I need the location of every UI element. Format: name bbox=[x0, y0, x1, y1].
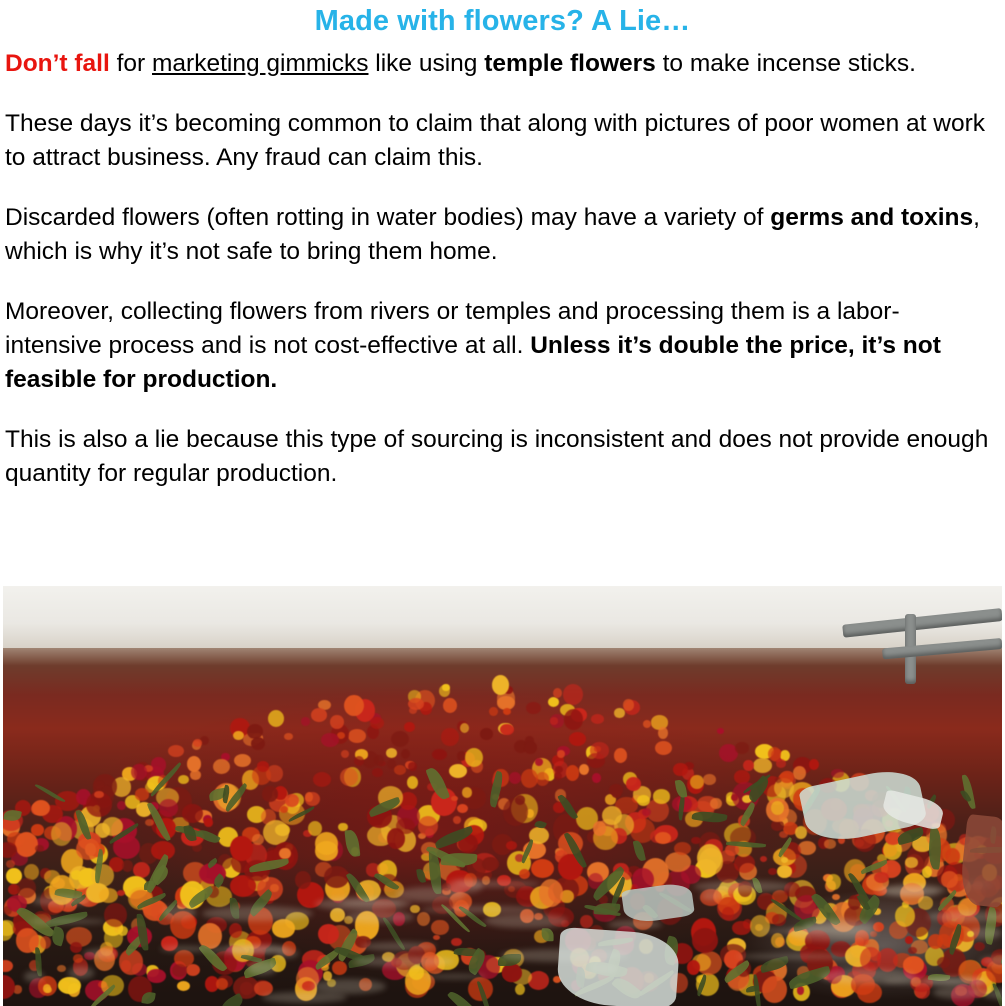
flower-blob bbox=[780, 771, 794, 782]
flower-blob bbox=[332, 961, 346, 975]
flower-blob bbox=[614, 708, 624, 717]
flower-blob bbox=[579, 764, 589, 775]
flower-blob bbox=[771, 933, 784, 948]
flower-blob bbox=[344, 695, 364, 717]
flower-blob bbox=[177, 981, 190, 991]
flower-blob bbox=[580, 915, 592, 928]
sky-region bbox=[3, 586, 1002, 648]
flower-blob bbox=[690, 775, 704, 789]
flower-blob bbox=[735, 742, 749, 753]
flower-blob bbox=[503, 708, 511, 715]
flower-blob bbox=[743, 760, 754, 771]
flower-blob bbox=[268, 710, 284, 727]
flower-blob bbox=[462, 787, 472, 797]
flower-blob bbox=[793, 766, 806, 780]
flower-blob bbox=[895, 905, 915, 927]
flower-blob bbox=[295, 871, 311, 890]
flower-blob bbox=[590, 742, 609, 758]
para1-run-1: Don’t fall bbox=[5, 50, 110, 77]
flower-blob bbox=[51, 822, 72, 846]
flower-blob bbox=[553, 688, 562, 698]
flower-blob bbox=[193, 739, 202, 746]
flower-blob bbox=[257, 761, 269, 771]
flower-blob bbox=[313, 772, 331, 787]
flower-blob bbox=[915, 983, 931, 999]
para3-run-1: Discarded flowers (often rotting in water bodies) may have a variety of bbox=[5, 204, 771, 231]
flower-blob bbox=[824, 839, 837, 849]
leaf-blob bbox=[344, 829, 360, 857]
flower-blob bbox=[831, 769, 843, 778]
flower-blob bbox=[410, 905, 419, 913]
flower-blob bbox=[145, 819, 154, 826]
para4-run-2: Unless it’s double the price, it’s not feasible for production. bbox=[5, 332, 941, 393]
para5-run-1: This is also a lie because this type of sourcing is inconsistent and does not provide enough quantity for regular production. bbox=[5, 426, 989, 487]
flower-blob bbox=[213, 759, 230, 775]
flower-blob bbox=[509, 772, 522, 784]
flower-blob bbox=[500, 724, 513, 735]
flower-blob bbox=[480, 728, 493, 740]
para3-run-2: germs and toxins bbox=[770, 204, 974, 231]
flower-blob bbox=[860, 947, 881, 970]
flower-blob bbox=[348, 729, 366, 743]
flower-blob bbox=[548, 697, 559, 707]
flower-blob bbox=[609, 784, 623, 796]
flower-blob bbox=[536, 772, 549, 786]
flower-blob bbox=[797, 986, 804, 994]
water-sheen bbox=[344, 911, 414, 924]
flower-blob bbox=[234, 754, 251, 767]
flower-blob bbox=[280, 806, 288, 813]
para1-run-2: for bbox=[109, 50, 153, 77]
flower-blob bbox=[151, 757, 167, 772]
flower-blob bbox=[592, 773, 601, 783]
flower-blob bbox=[431, 920, 448, 936]
para3-run-3: , which is why it’s not safe to bring them home. bbox=[5, 204, 980, 265]
flower-blob bbox=[401, 749, 410, 759]
water-sheen bbox=[933, 986, 982, 999]
flower-blob bbox=[147, 969, 166, 983]
flower-blob bbox=[119, 949, 143, 974]
flower-blob bbox=[284, 733, 293, 740]
flower-blob bbox=[703, 774, 716, 785]
water-sheen bbox=[789, 925, 877, 941]
flower-blob bbox=[798, 841, 815, 855]
flower-blob bbox=[131, 764, 146, 780]
flower-blob bbox=[451, 796, 458, 802]
flower-blob bbox=[524, 741, 537, 754]
page-title: Made with flowers? A Lie… bbox=[314, 5, 691, 37]
flower-blob bbox=[776, 759, 786, 768]
flower-blob bbox=[692, 928, 718, 954]
flower-blob bbox=[394, 765, 406, 776]
flower-blob bbox=[566, 765, 580, 780]
paragraph-5 bbox=[5, 423, 995, 491]
flower-blob bbox=[593, 821, 606, 836]
flower-blob bbox=[301, 717, 310, 725]
flower-blob bbox=[178, 775, 189, 784]
flower-blob bbox=[404, 722, 415, 732]
flower-blob bbox=[492, 675, 510, 695]
flower-blob bbox=[465, 748, 483, 767]
flower-blob bbox=[252, 834, 264, 845]
water-sheen bbox=[248, 961, 276, 974]
flower-blob bbox=[262, 786, 278, 802]
flower-blob bbox=[417, 912, 430, 926]
flower-blob bbox=[832, 894, 839, 900]
flower-blob bbox=[311, 708, 327, 722]
water-sheen bbox=[967, 927, 1002, 939]
flower-blob bbox=[216, 978, 228, 990]
flower-blob bbox=[330, 715, 344, 729]
flower-blob bbox=[515, 984, 525, 995]
photo-canvas bbox=[3, 586, 1002, 1006]
flower-blob bbox=[826, 874, 841, 890]
flower-blob bbox=[15, 832, 38, 858]
flower-blob bbox=[591, 714, 604, 724]
paragraph-1 bbox=[5, 47, 995, 81]
flower-blob bbox=[451, 938, 461, 946]
flower-blob bbox=[614, 748, 627, 762]
document-page bbox=[0, 3, 1005, 1006]
flower-blob bbox=[623, 699, 634, 711]
flower-blob bbox=[795, 826, 807, 840]
water-sheen bbox=[262, 992, 347, 1003]
flower-blob bbox=[117, 890, 125, 896]
flower-blob bbox=[94, 791, 104, 799]
flower-blob bbox=[6, 860, 15, 869]
flower-blob bbox=[315, 832, 338, 855]
flower-blob bbox=[341, 750, 349, 758]
para1-run-4: like using bbox=[368, 50, 485, 77]
discarded-temple-flowers-photo bbox=[3, 586, 1002, 1006]
para1-run-3: marketing gimmicks bbox=[152, 50, 369, 77]
paragraph-4 bbox=[5, 295, 995, 397]
flower-blob bbox=[370, 717, 385, 729]
flower-blob bbox=[750, 915, 770, 937]
flower-blob bbox=[457, 804, 468, 813]
flower-blob bbox=[482, 857, 498, 871]
flower-blob bbox=[439, 685, 450, 697]
para4-run-1: Moreover, collecting flowers from rivers or temples and processing them is a labor-intensive process and is not cost-effective at all. bbox=[5, 298, 900, 359]
water-sheen bbox=[875, 887, 939, 896]
flower-blob bbox=[453, 816, 461, 823]
flower-blob bbox=[753, 758, 773, 773]
water-sheen bbox=[701, 892, 721, 899]
flower-blob bbox=[460, 723, 469, 733]
flower-blob bbox=[432, 749, 447, 760]
flower-blob bbox=[772, 914, 786, 927]
flower-blob bbox=[655, 741, 672, 755]
flower-blob bbox=[564, 709, 584, 730]
flower-blob bbox=[40, 936, 51, 948]
flower-blob bbox=[535, 758, 543, 766]
flower-blob bbox=[557, 750, 565, 759]
flower-blob bbox=[563, 684, 583, 705]
flower-blob bbox=[377, 863, 388, 874]
flower-blob bbox=[35, 845, 43, 852]
flower-blob bbox=[710, 798, 721, 809]
flower-blob bbox=[418, 816, 438, 836]
flower-blob bbox=[521, 769, 539, 788]
flower-blob bbox=[73, 954, 83, 963]
flower-blob bbox=[230, 836, 252, 862]
flower-blob bbox=[391, 731, 410, 748]
flower-blob bbox=[186, 964, 200, 976]
flower-blob bbox=[941, 871, 958, 888]
flower-blob bbox=[489, 707, 497, 716]
flower-blob bbox=[409, 965, 424, 980]
flower-blob bbox=[318, 924, 339, 945]
para1-run-6: to make incense sticks. bbox=[655, 50, 916, 77]
flower-blob bbox=[340, 768, 358, 786]
flower-blob bbox=[908, 947, 916, 954]
flower-blob bbox=[768, 868, 777, 875]
flower-blob bbox=[626, 777, 641, 790]
flower-blob bbox=[655, 832, 671, 844]
flower-blob bbox=[321, 733, 339, 747]
water-sheen bbox=[354, 956, 455, 967]
flower-blob bbox=[58, 977, 80, 994]
water-sheen bbox=[202, 906, 313, 921]
flower-blob bbox=[809, 759, 819, 770]
water-sheen bbox=[425, 974, 486, 979]
water-sheen bbox=[68, 967, 94, 978]
flower-blob bbox=[251, 737, 265, 750]
document-body bbox=[0, 47, 1005, 491]
flower-blob bbox=[104, 903, 127, 927]
flower-blob bbox=[408, 762, 416, 771]
flower-blob bbox=[387, 828, 405, 849]
water-sheen bbox=[227, 945, 286, 953]
flower-blob bbox=[135, 788, 150, 800]
flower-blob bbox=[272, 919, 295, 937]
flower-blob bbox=[781, 857, 788, 863]
leaf-blob bbox=[542, 928, 554, 941]
water-sheen bbox=[24, 971, 44, 982]
water-sheen bbox=[160, 946, 208, 952]
flower-blob bbox=[673, 763, 688, 777]
flower-blob bbox=[407, 776, 418, 789]
flower-blob bbox=[441, 728, 459, 745]
flower-blob bbox=[94, 781, 104, 789]
flower-blob bbox=[554, 772, 562, 780]
flower-blob bbox=[354, 756, 364, 766]
flower-blob bbox=[734, 854, 755, 872]
flower-blob bbox=[372, 768, 383, 777]
flower-blob bbox=[443, 698, 457, 713]
flower-blob bbox=[204, 818, 212, 827]
para2-run-1: These days it’s becoming common to claim that along with pictures of poor women at work to attract business. Any fraud can claim this. bbox=[5, 110, 985, 171]
flower-blob bbox=[168, 745, 184, 757]
flower-blob bbox=[674, 842, 691, 855]
paragraph-2 bbox=[5, 107, 995, 175]
flower-blob bbox=[874, 872, 889, 883]
flower-blob bbox=[569, 732, 586, 746]
flower-blob bbox=[717, 728, 724, 735]
flower-blob bbox=[44, 870, 60, 884]
flower-blob bbox=[386, 748, 397, 758]
paragraph-3 bbox=[5, 201, 995, 269]
flower-blob bbox=[182, 804, 203, 823]
flower-blob bbox=[905, 857, 918, 867]
flower-blob bbox=[643, 720, 651, 727]
flower-blob bbox=[526, 702, 541, 715]
flower-blob bbox=[699, 848, 724, 875]
para1-run-5: temple flowers bbox=[484, 50, 656, 77]
flower-blob bbox=[279, 848, 291, 859]
flower-blob bbox=[506, 841, 517, 850]
flower-blob bbox=[519, 869, 529, 879]
flower-blob bbox=[190, 770, 200, 780]
flower-blob bbox=[905, 936, 913, 944]
flower-blob bbox=[653, 789, 671, 803]
water-sheen bbox=[340, 900, 404, 906]
flower-blob bbox=[658, 727, 668, 739]
